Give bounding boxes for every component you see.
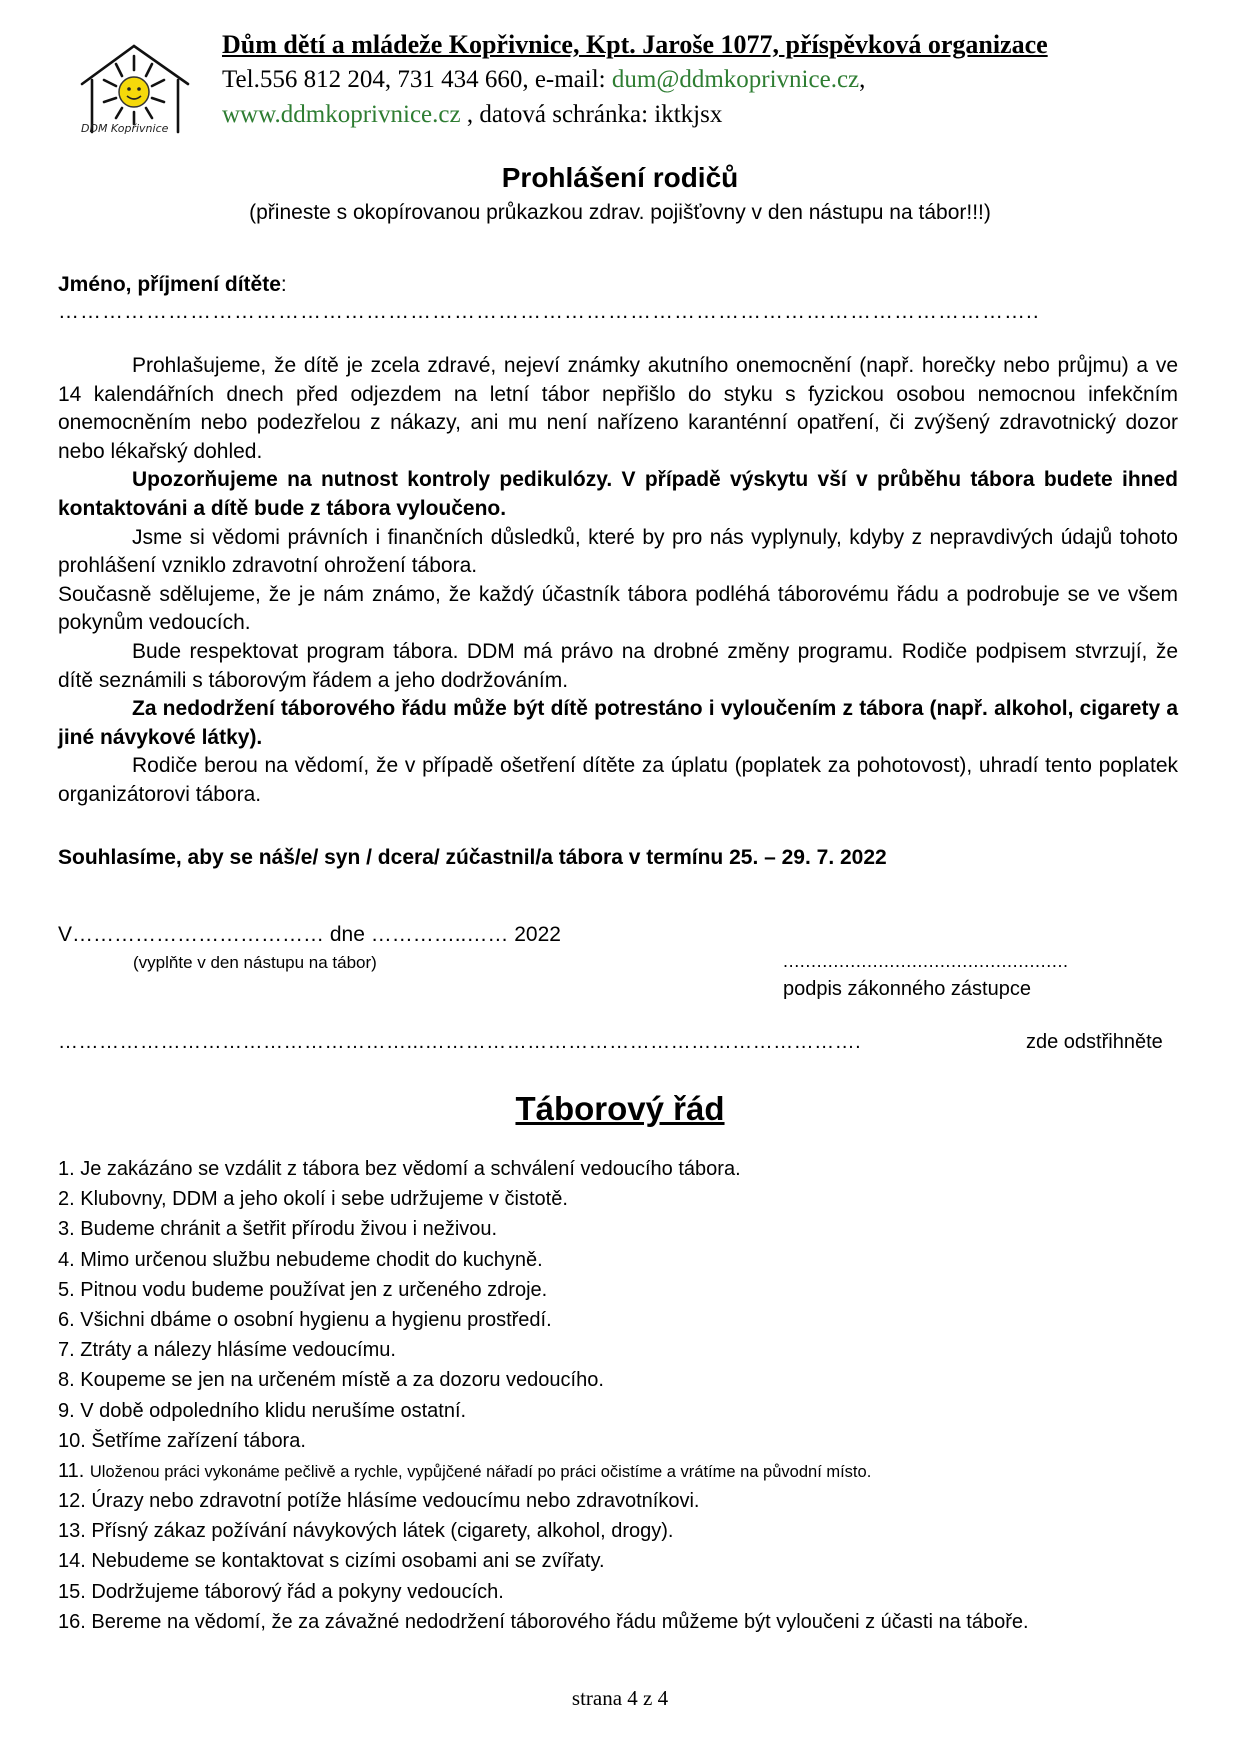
organization-name: Dům dětí a mládeže Kopřivnice, Kpt. Jaroše 1077, příspěvková organizace: [222, 30, 1048, 59]
rule-item: 14. Nebudeme se kontaktovat s cizími osobami ani se zvířaty.: [58, 1550, 605, 1573]
declaration-subtitle: (přineste s okopírovanou průkazkou zdrav. pojišťovny v den nástupu na tábor!!!): [249, 201, 991, 224]
rule-item: 2. Klubovny, DDM a jeho okolí i sebe udržujeme v čistotě.: [58, 1188, 568, 1211]
rule-item: 12. Úrazy nebo zdravotní potíže hlásíme vedoucímu nebo zdravotníkovi.: [58, 1490, 700, 1513]
signature-label: podpis zákonného zástupce: [783, 978, 1031, 1000]
rule-item: 13. Přísný zákaz požívání návykových látek (cigarety, alkohol, drogy).: [58, 1520, 674, 1543]
program-statement: Bude respektovat program tábora. DDM má právo na drobné změny programu. Rodiče podpisem stvrzují, že dítě seznámili s táborovým řádem a jeho dodržováním.: [58, 639, 1178, 692]
child-name-label-text: Jméno, příjmení dítěte: [58, 273, 281, 296]
rule-text: Uloženou práci vykonáme pečlivě a rychle, vypůjčené nářadí po práci očistíme a vrátíme na původní místo.: [89, 1462, 872, 1481]
declaration-title: Prohlášení rodičů: [501, 162, 739, 193]
website-link[interactable]: www.ddmkoprivnice.cz: [222, 101, 461, 128]
child-name-label: [58, 273, 287, 297]
rule-item: 15. Dodržujeme táborový řád a pokyny vedoucích.: [58, 1580, 504, 1603]
logo-caption: DDM Kopřivnice: [81, 122, 169, 135]
email-link[interactable]: dum@ddmkoprivnice.cz: [611, 66, 860, 93]
health-statement: Prohlašujeme, že dítě je zcela zdravé, nejeví známky akutního onemocnění (např. horečky nebo průjmu) a ve 14 kalendářních dnech před odjezdem na letní tábor nepřišlo do styku s fyzickou osobou nemocnou infekčním onemocněním nebo podezřelou z nákazy, ani mu není nařízeno karanténní opatření, či zvýšený zdravotnický dozor nebo lékařský dohled.: [58, 354, 1178, 463]
rules-title: [0, 1090, 1240, 1128]
databox-text: , datová schránka: iktkjsx: [460, 101, 723, 128]
pediculosis-warning: Upozorňujeme na nutnost kontroly pedikulózy. V případě výskytu vší v průběhu tábora budete ihned kontaktováni a dítě bude z tábora vyloučeno.: [58, 468, 1178, 520]
rule-item: 1. Je zakázáno se vzdálit z tábora bez vědomí a schválení vedoucího tábora.: [58, 1158, 741, 1180]
phone-suffix: ,: [859, 66, 866, 93]
rule-item: 5. Pitnou vodu budeme používat jen z určeného zdroje.: [58, 1278, 548, 1301]
website-line: [222, 101, 722, 129]
place-date-field[interactable]: V……………………………… dne …………..…… 2022: [58, 923, 561, 946]
rule-item: 8. Koupeme se jen na určeném místě a za dozoru vedoucího.: [58, 1369, 604, 1392]
rule-item: 6. Všichni dbáme o osobní hygienu a hygienu prostředí.: [58, 1308, 552, 1331]
page-number: strana 4 z 4: [571, 1686, 669, 1710]
contact-line: [222, 66, 865, 94]
declaration-body: [58, 352, 1178, 810]
cut-label: zde odstřihněte: [1026, 1031, 1163, 1053]
signature-field[interactable]: ...................................................: [783, 951, 1069, 971]
expulsion-warning: Za nedodržení táborového řádu může být dítě potrestáno i vyloučením z tábora (např. alkohol, cigarety a jiné návykové látky).: [58, 697, 1178, 749]
rule-item: 10. Šetříme zařízení tábora.: [58, 1429, 306, 1452]
rule-item: 9. V době odpoledního klidu nerušíme ostatní.: [58, 1399, 467, 1422]
rule-item: 4. Mimo určenou službu nebudeme chodit do kuchyně.: [58, 1248, 543, 1271]
rules-list: [58, 1154, 1198, 1637]
child-name-field[interactable]: ……………………………………………………………………………………………………………………..: [58, 300, 1040, 323]
rule-item: 16. Bereme na vědomí, že za závažné nedodržení táborového řádu můžeme být vyloučeni z účasti na táboře.: [58, 1610, 1029, 1633]
rules-title-text: Táborový řád: [515, 1090, 725, 1127]
consent-statement: Souhlasíme, aby se náš/e/ syn / dcera/ zúčastnil/a tábora v termínu 25. – 29. 7. 2022: [58, 846, 887, 869]
rules-acknowledgement: Současně sdělujeme, že je nám známo, že každý účastník tábora podléhá táborovému řádu a podrobuje se ve všem pokynům vedoucích.: [58, 582, 1178, 635]
rule-item: 7. Ztráty a nálezy hlásíme vedoucímu.: [58, 1339, 396, 1362]
rule-item: [58, 1456, 1198, 1486]
legal-consequences: Jsme si vědomi právních i finančních důsledků, které by pro nás vyplynuly, kdyby z nepravdivých údajů tohoto prohlášení vzniklo zdravotní ohrožení tábora.: [58, 525, 1178, 578]
cut-line: ……………………………………………...……………………………………………………….: [58, 1031, 862, 1053]
rule-item: 3. Budeme chránit a šetřit přírodu živou i neživou.: [58, 1218, 498, 1241]
fee-statement: Rodiče berou na vědomí, že v případě ošetření dítěte za úplatu (poplatek za pohotovost), uhradí tento poplatek organizátorovi tábora.: [58, 754, 1178, 806]
fill-note: (vyplňte v den nástupu na tábor): [133, 953, 377, 972]
rule-number: 11.: [58, 1459, 85, 1482]
child-name-colon: :: [280, 273, 287, 296]
phone-text: Tel.556 812 204, 731 434 660, e-mail:: [222, 66, 612, 93]
